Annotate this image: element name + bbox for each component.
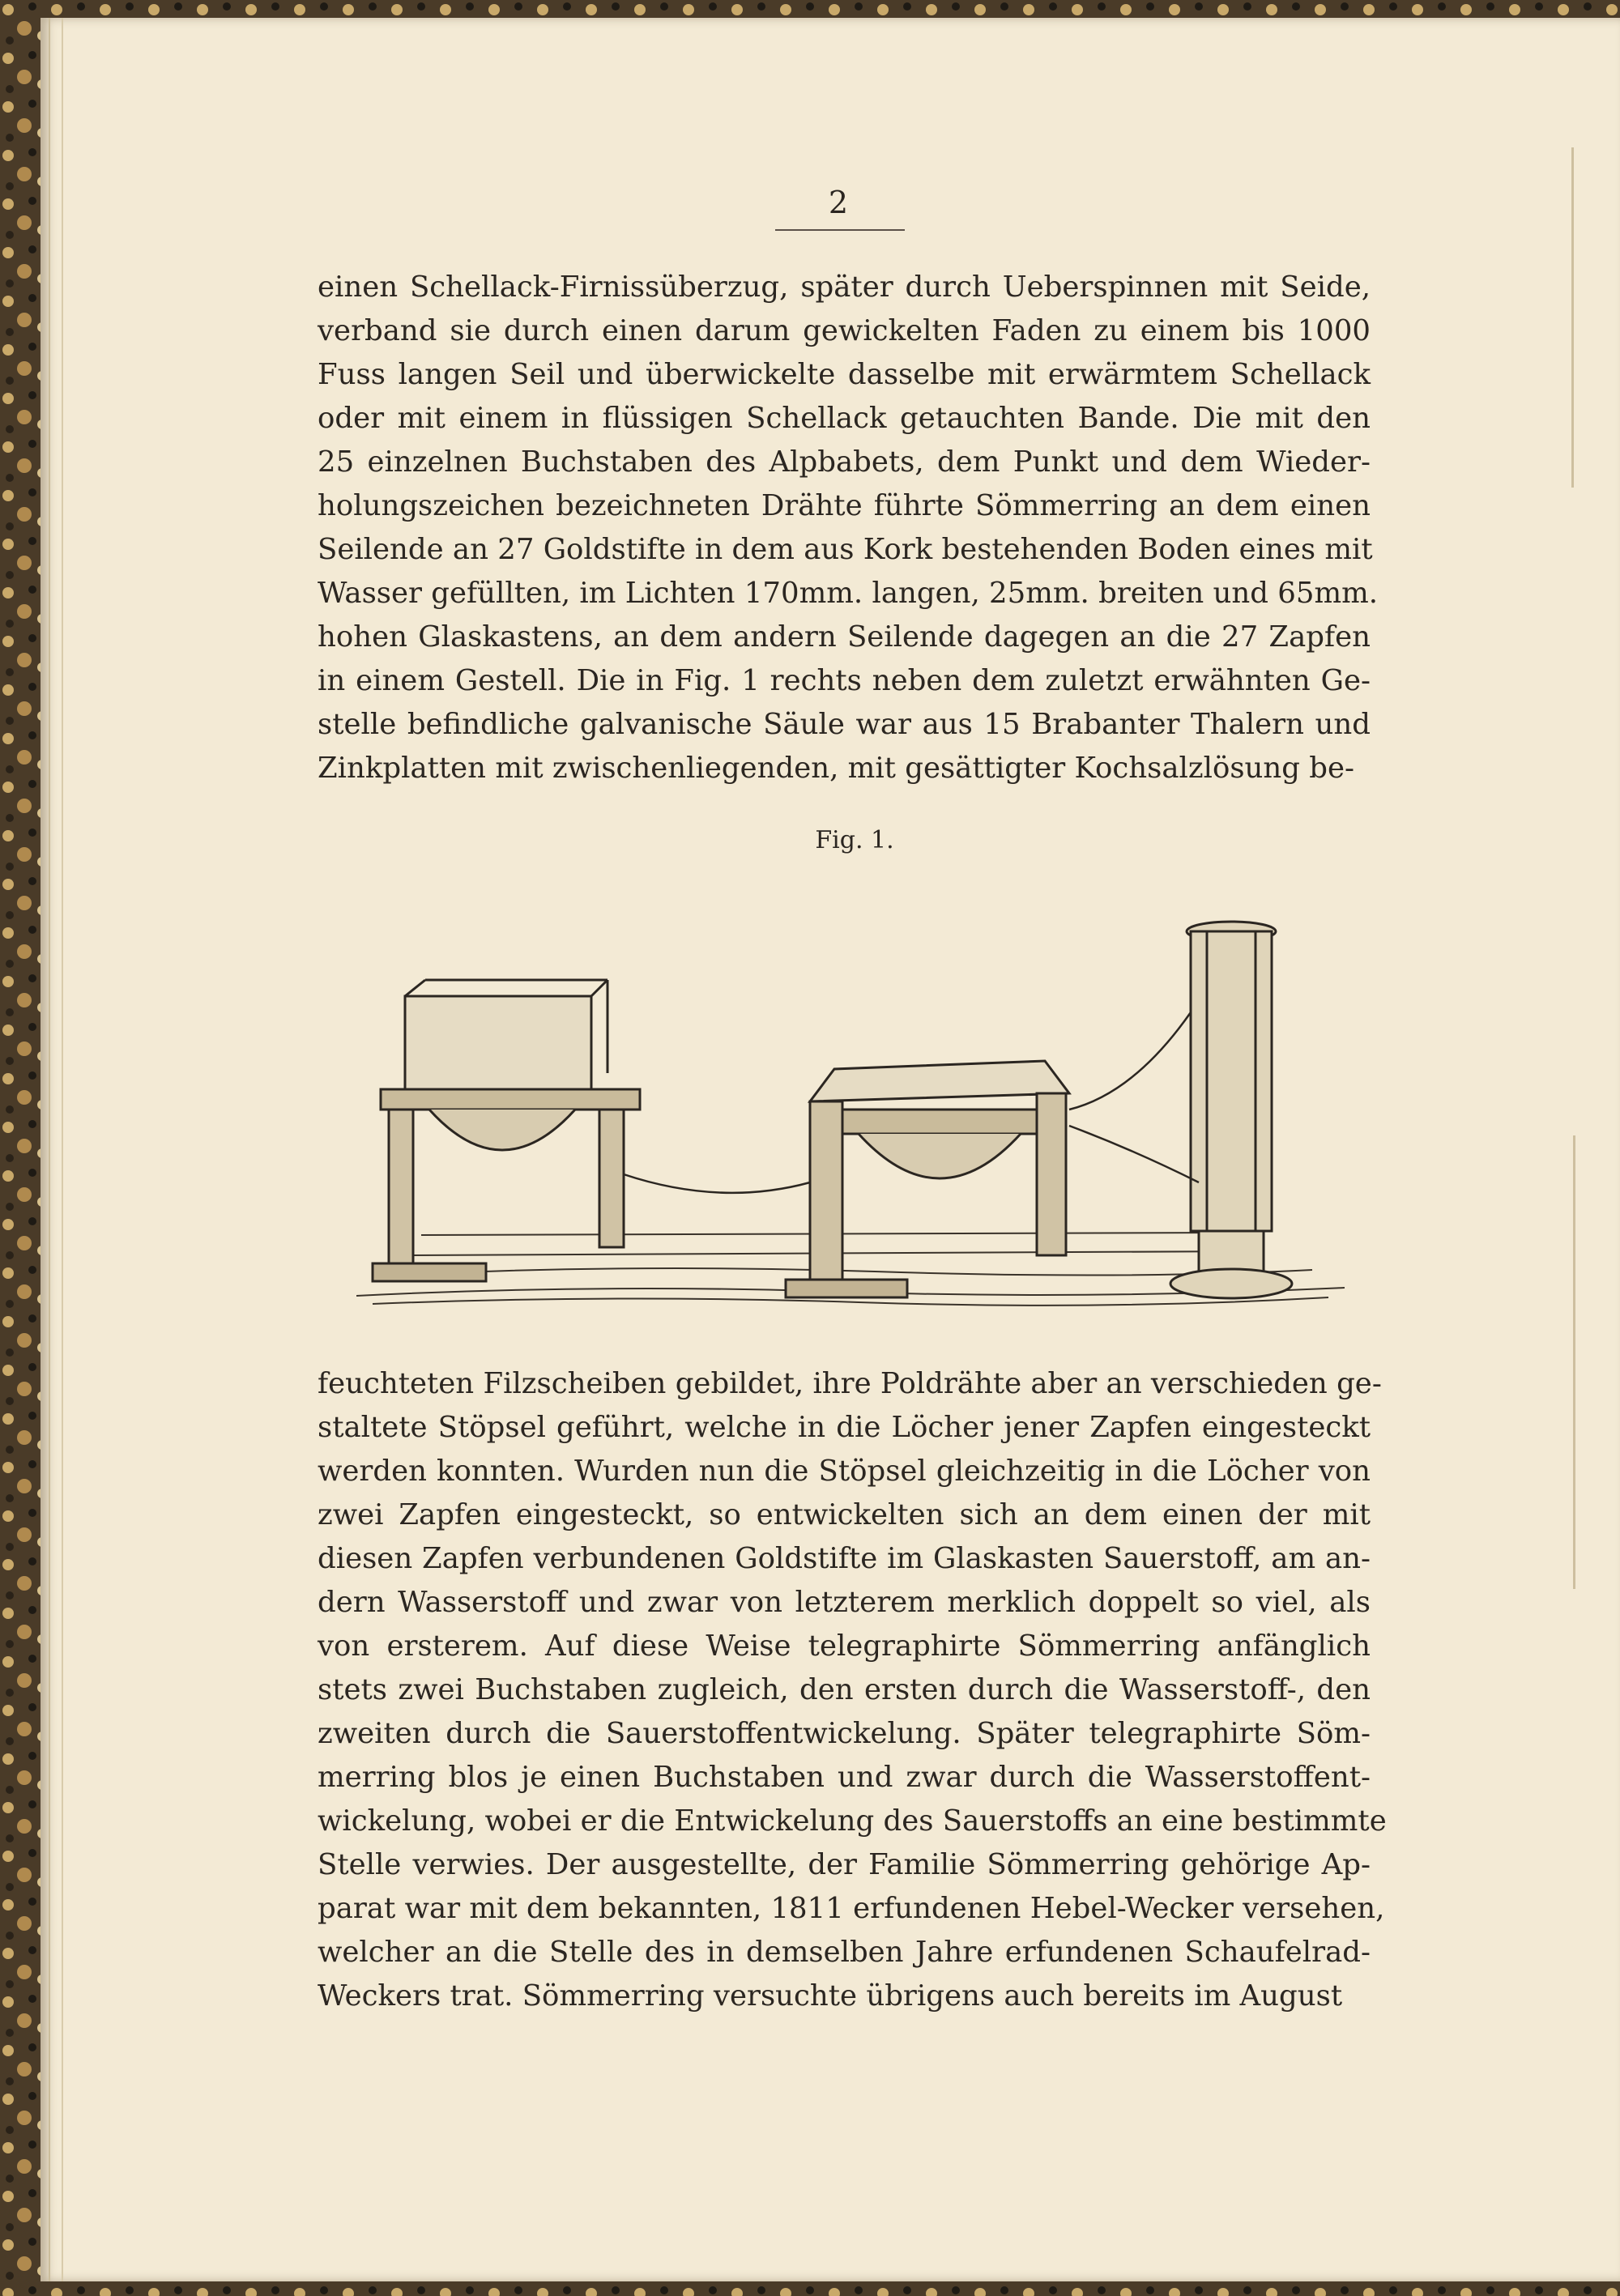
text-line: 25 einzelnen Buchstaben des Alpbabets, dem Punkt und dem Wieder- (318, 445, 1371, 479)
text-line: welcher an die Stelle des in demselben Jahre erfundenen Schaufelrad- (318, 1936, 1371, 1969)
page-fold-mark (1573, 1135, 1575, 1589)
text-line: in einem Gestell. Die in Fig. 1 rechts neben dem zuletzt erwähnten Ge- (318, 664, 1371, 697)
figure-caption: Fig. 1. (815, 826, 894, 854)
text-line: parat war mit dem bekannten, 1811 erfundenen Hebel-Wecker versehen, (318, 1892, 1385, 1925)
text-line: werden konnten. Wurden nun die Stöpsel gleichzeitig in die Löcher von (318, 1455, 1371, 1488)
page-fold-mark (1571, 147, 1574, 488)
paragraph-1 (318, 266, 1379, 790)
text-line: Seilende an 27 Goldstifte in dem aus Kork bestehenden Boden eines mit (318, 533, 1373, 566)
text-line: Zinkplatten mit zwischenliegenden, mit gesättigter Kochsalzlösung be- (318, 752, 1355, 785)
text-line: dern Wasserstoff und zwar von letzterem merklich doppelt so viel, als (318, 1586, 1371, 1619)
text-line: zweiten durch die Sauerstoffentwickelung. Später telegraphirte Söm- (318, 1717, 1371, 1750)
text-line: Stelle verwies. Der ausgestellte, der Familie Sömmerring gehörige Ap- (318, 1848, 1371, 1881)
text-line: merring blos je einen Buchstaben und zwar durch die Wasserstoffent- (318, 1761, 1371, 1794)
page-number: 2 (828, 185, 849, 220)
text-line: feuchteten Filzscheiben gebildet, ihre Poldrähte aber an verschieden ge- (318, 1367, 1382, 1400)
text-line: Weckers trat. Sömmerring versuchte übrigens auch bereits im August (318, 1979, 1343, 2013)
text-line: stelle befindliche galvanische Säule war aus 15 Brabanter Thalern und (318, 708, 1371, 741)
text-line: holungszeichen bezeichneten Drähte führte Sömmerring an dem einen (318, 489, 1371, 522)
figure-1-illustration (356, 915, 1361, 1320)
text-line: wickelung, wobei er die Entwickelung des Sauerstoffs an eine bestimmte (318, 1804, 1387, 1838)
page-number-rule (775, 229, 905, 231)
text-line: verband sie durch einen darum gewickelten Faden zu einem bis 1000 (318, 314, 1371, 347)
galvanic-column (1170, 922, 1292, 1298)
text-line: Wasser gefüllten, im Lichten 170mm. langen, 25mm. breiten und 65mm. (318, 577, 1379, 610)
text-line: einen Schellack-Firnissüberzug, später durch Ueberspinnen mit Seide, (318, 270, 1371, 304)
text-line: zwei Zapfen eingesteckt, so entwickelten sich an dem einen der mit (318, 1498, 1371, 1531)
text-line: von ersterem. Auf diese Weise telegraphirte Sömmerring anfänglich (318, 1629, 1371, 1663)
text-line: stets zwei Buchstaben zugleich, den ersten durch die Wasserstoff-, den (318, 1673, 1371, 1706)
text-line: staltete Stöpsel geführt, welche in die Löcher jener Zapfen eingesteckt (318, 1411, 1371, 1444)
middle-stand (786, 1061, 1069, 1297)
page-edge (49, 18, 63, 2281)
text-line: hohen Glaskastens, an dem andern Seilende dagegen an die 27 Zapfen (318, 620, 1371, 654)
text-line: Fuss langen Seil und überwickelte dasselbe mit erwärmtem Schellack (318, 358, 1371, 391)
paragraph-2 (318, 1362, 1387, 2018)
left-stand-glass-box (373, 980, 640, 1281)
text-line: diesen Zapfen verbundenen Goldstifte im Glaskasten Sauerstoff, am an- (318, 1542, 1371, 1575)
text-line: oder mit einem in flüssigen Schellack getauchten Bande. Die mit den (318, 402, 1371, 435)
